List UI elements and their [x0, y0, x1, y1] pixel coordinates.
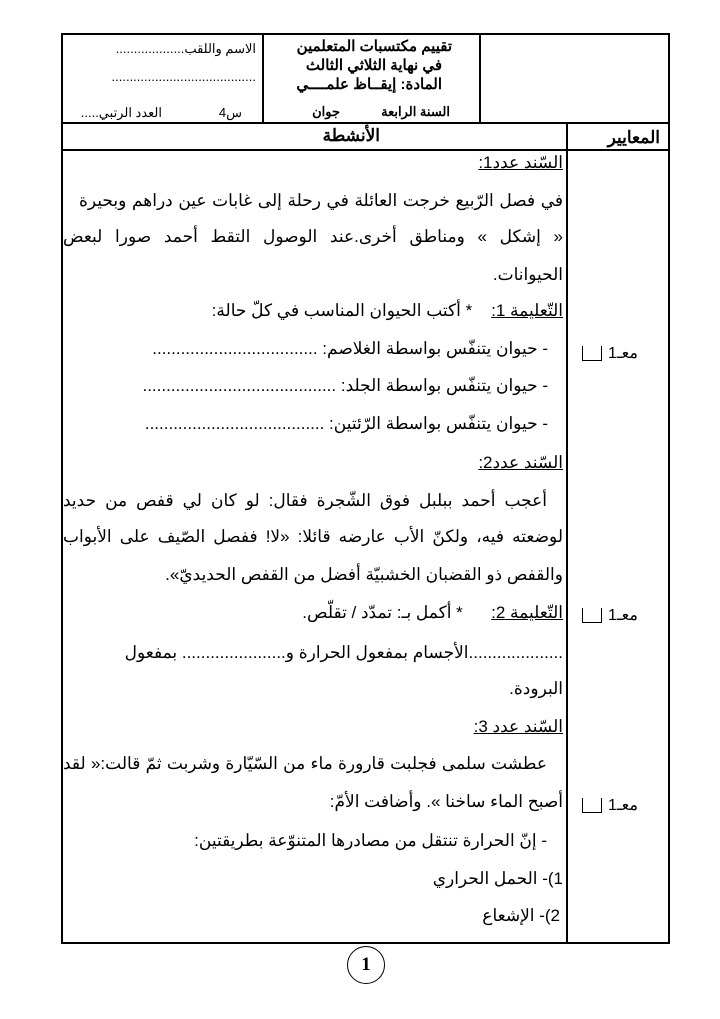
paragraph-line: « إشكل » ومناطق أخرى.عند الوصول التقط أحمد صورا لبعض	[63, 227, 563, 246]
month: جوان	[312, 104, 340, 119]
name-field[interactable]	[116, 38, 256, 60]
answer-item[interactable]: - حيوان يتنفّس بواسطة الجلد: .........................................	[142, 376, 548, 395]
columns-divider	[61, 149, 670, 151]
criterion-label: معـ1	[608, 345, 638, 362]
name-dots: ...................	[115, 41, 185, 56]
criterion-1[interactable]	[582, 343, 638, 363]
paragraph-line: أصبح الماء ساخنا ». وأضافت الأمّ:	[329, 792, 563, 811]
paragraph-line: الحيوانات.	[492, 265, 563, 284]
instruction	[63, 602, 563, 624]
serial-number-field[interactable]: العدد الرتبي.....	[80, 105, 162, 120]
answer-item[interactable]: - حيوان يتنفّس بواسطة الرّئتين: ......................................	[144, 414, 548, 433]
header-col-divider-2	[479, 33, 481, 123]
instruction-text: * أكمل بـ: تمدّد / تقلّص.	[302, 603, 463, 622]
list-item: - إنّ الحرارة تنتقل من مصادرها المتنوّعة بطريقتين:	[194, 831, 547, 850]
instruction-label: التّعليمة 2:	[491, 603, 563, 622]
page-number: 1	[347, 946, 385, 984]
criterion-2[interactable]	[582, 605, 638, 625]
paragraph-line: أعجب أحمد ببلبل فوق الشّجرة فقال: لو كان لي قفص من حديد	[63, 491, 547, 510]
score-box[interactable]	[582, 798, 602, 813]
activities-header: الأنشطة	[322, 126, 380, 145]
list-item: 1)- الحمل الحراري	[432, 869, 563, 888]
answer-item[interactable]: - حيوان يتنفّس بواسطة الغلاصم: ...................................	[152, 339, 548, 358]
score-box[interactable]	[582, 346, 602, 361]
list-item: 2)- الإشعاع	[482, 906, 560, 925]
section-title: السّند عدد 3:	[473, 717, 563, 736]
second-dots[interactable]: ........................................	[111, 69, 256, 84]
instruction-text: * أكتب الحيوان المناسب في كلّ حالة:	[211, 301, 473, 320]
instruction-label: التّعليمة 1:	[491, 301, 563, 320]
paragraph-line: والقفص ذو القضبان الخشبيّة أفضل من القفص الحديديّ».	[165, 565, 563, 584]
criterion-label: معـ1	[608, 607, 638, 624]
criteria-col-divider	[566, 122, 568, 944]
section-title: السّند عدد2:	[478, 453, 563, 472]
subject: المادة: إيقــاظ علمــــي	[296, 76, 442, 93]
title-line-1: تقييم مكتسبات المتعلمين	[296, 38, 452, 55]
paragraph-line: لوضعته فيه، ولكنّ الأب عارضه قائلا: «لا! ففصل الصّيف على الأبواب	[63, 527, 563, 546]
answer-item-end: البرودة.	[509, 679, 563, 698]
criterion-label: معـ1	[608, 797, 638, 814]
class-label: س4	[218, 105, 242, 120]
section-title: السّند عدد1:	[478, 153, 563, 172]
criterion-3[interactable]	[582, 795, 638, 815]
instruction	[63, 300, 563, 322]
name-label: الاسم واللقب	[184, 41, 256, 56]
header-col-divider-1	[262, 33, 264, 123]
grade-year: السنة الرابعة	[381, 104, 450, 119]
answer-item[interactable]: ....................الأجسام بمفعول الحرارة و...................... بمفعول	[124, 643, 563, 662]
score-box[interactable]	[582, 608, 602, 623]
title-line-2: في نهاية الثلاثي الثالث	[305, 57, 442, 74]
criteria-header: المعايير	[607, 128, 660, 147]
paragraph-line: عطشت سلمى فجلبت قارورة ماء من السّيّارة وشربت ثمّ قالت:« لقد	[63, 754, 547, 773]
paragraph-line: في فصل الرّبيع خرجت العائلة في رحلة إلى غابات عين دراهم وبحيرة	[79, 191, 563, 210]
